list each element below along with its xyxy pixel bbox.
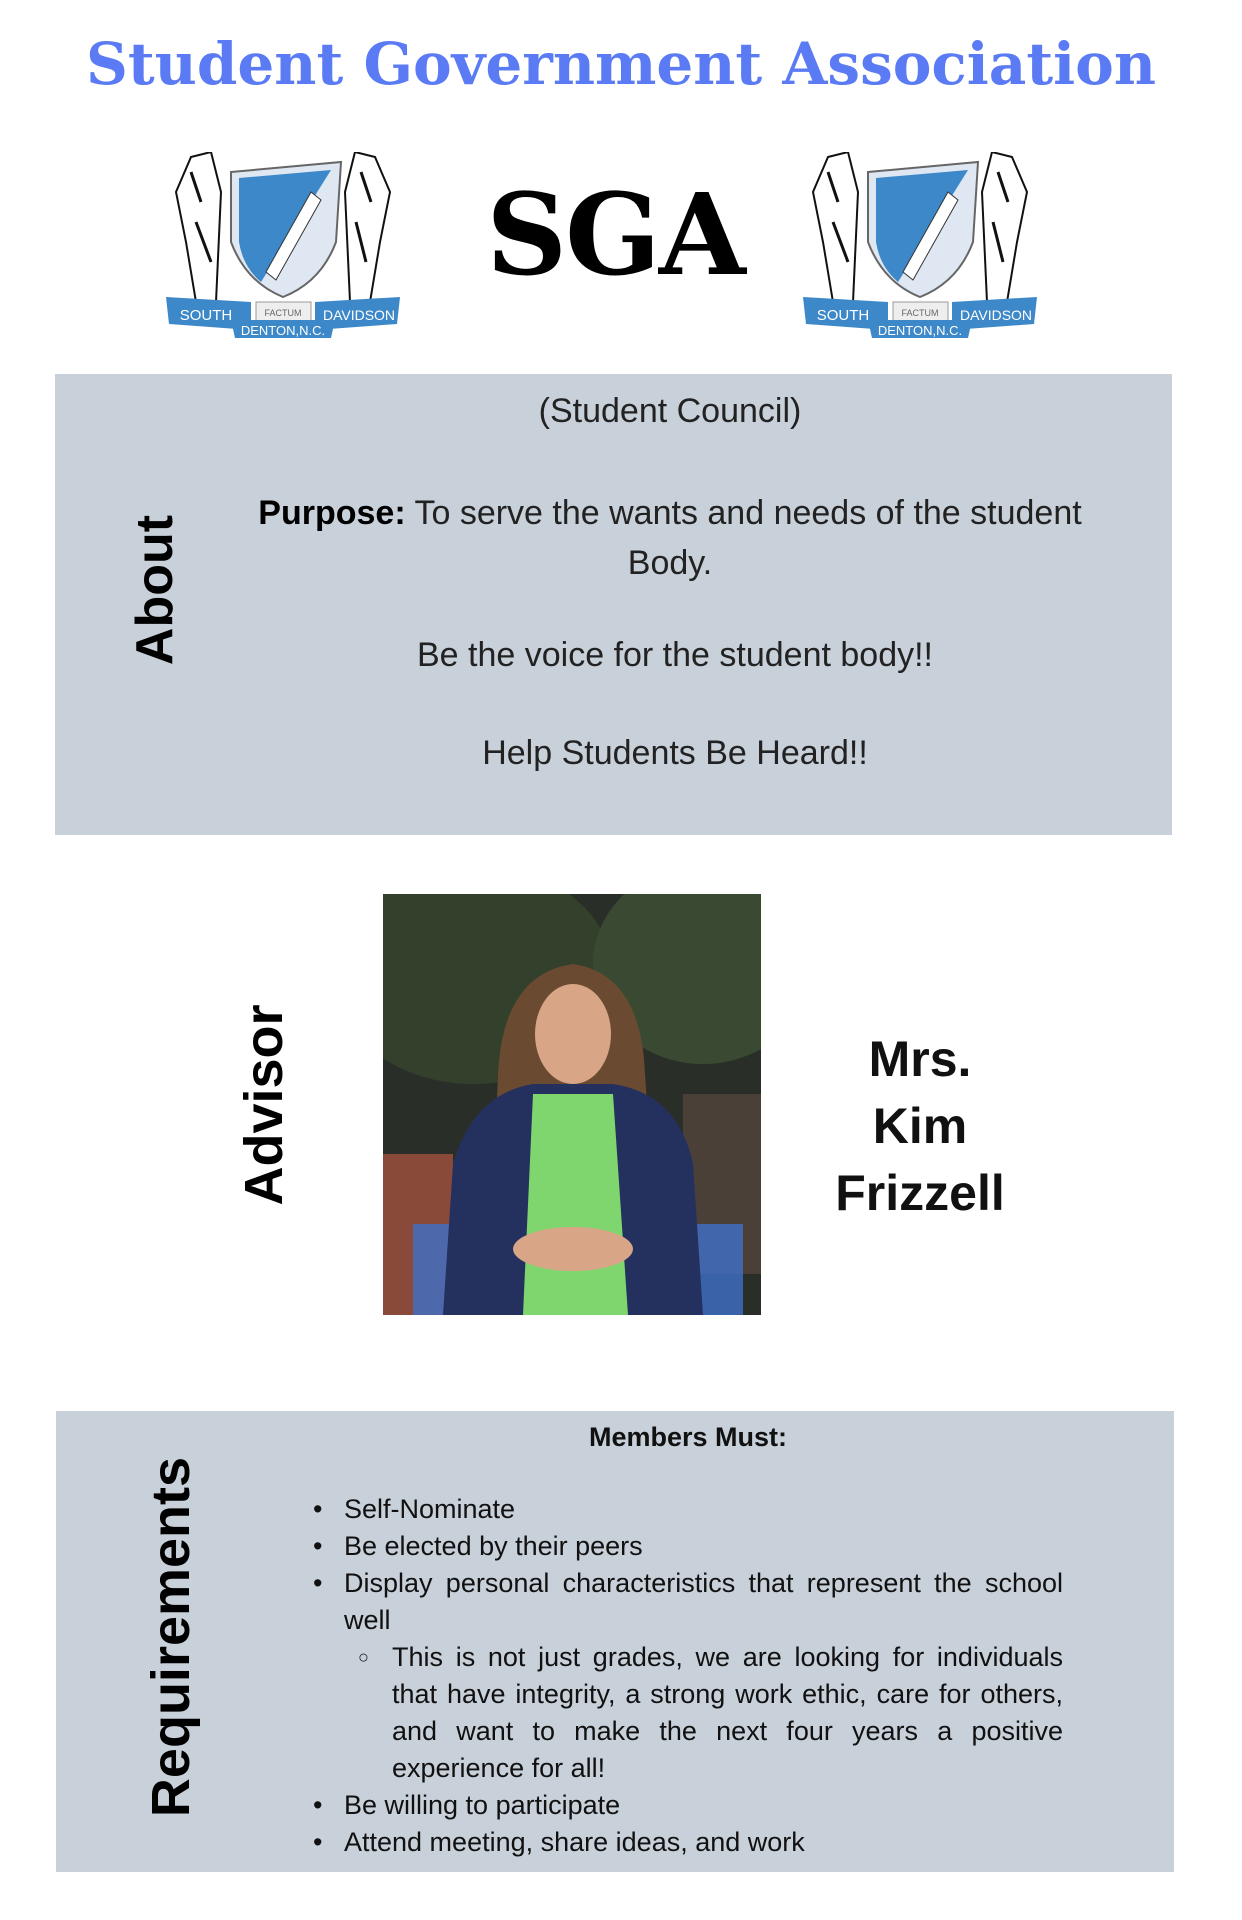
- requirements-label: Requirements: [141, 1456, 201, 1818]
- advisor-label: Advisor: [234, 1004, 294, 1206]
- requirements-list: [313, 1491, 1063, 1861]
- members-must-heading: Members Must:: [588, 1422, 788, 1452]
- list-item: • Self-Nominate: [313, 1494, 516, 1524]
- page-title: Student Government Association: [85, 30, 1157, 98]
- svg-text:DENTON,N.C.: DENTON,N.C.: [240, 323, 326, 338]
- svg-text:SOUTH: SOUTH: [179, 307, 233, 324]
- about-subtitle: (Student Council): [538, 392, 802, 430]
- svg-text:FACTUM: FACTUM: [264, 308, 302, 318]
- about-purpose: [235, 488, 1105, 588]
- advisor-name-line: Frizzell: [835, 1165, 1005, 1221]
- list-item: • Display personal characteristics that represent the school well: [313, 1568, 1063, 1635]
- list-item: • Be willing to participate: [313, 1790, 621, 1820]
- advisor-name-line: Mrs.: [868, 1031, 972, 1087]
- about-voice-line: Be the voice for the student body!!: [417, 636, 933, 674]
- about-label: About: [126, 514, 184, 666]
- school-crest-logo-left: [161, 152, 405, 338]
- advisor-photo: [383, 894, 761, 1315]
- purpose-text: To serve the wants and needs of the student Body.: [405, 494, 1082, 582]
- list-item: • Attend meeting, share ideas, and work: [313, 1827, 805, 1857]
- svg-text:SOUTH: SOUTH: [816, 307, 870, 324]
- svg-text:DENTON,N.C.: DENTON,N.C.: [877, 323, 963, 338]
- school-crest-logo-right: [798, 152, 1042, 338]
- advisor-name-line: Kim: [872, 1098, 968, 1154]
- svg-text:DAVIDSON: DAVIDSON: [959, 307, 1033, 323]
- svg-text:FACTUM: FACTUM: [901, 308, 939, 318]
- purpose-label: Purpose:: [258, 494, 406, 532]
- sub-list-item: ○ This is not just grades, we are looking for individuals that have integrity, a strong work ethic, care for others, and want to make the next four years a positive experience for all!: [358, 1642, 1063, 1783]
- sga-heading: SGA: [486, 170, 744, 301]
- svg-text:DAVIDSON: DAVIDSON: [322, 307, 396, 323]
- about-heard-line: Help Students Be Heard!!: [482, 734, 868, 772]
- advisor-name: [810, 1026, 1030, 1227]
- list-item: • Be elected by their peers: [313, 1531, 643, 1561]
